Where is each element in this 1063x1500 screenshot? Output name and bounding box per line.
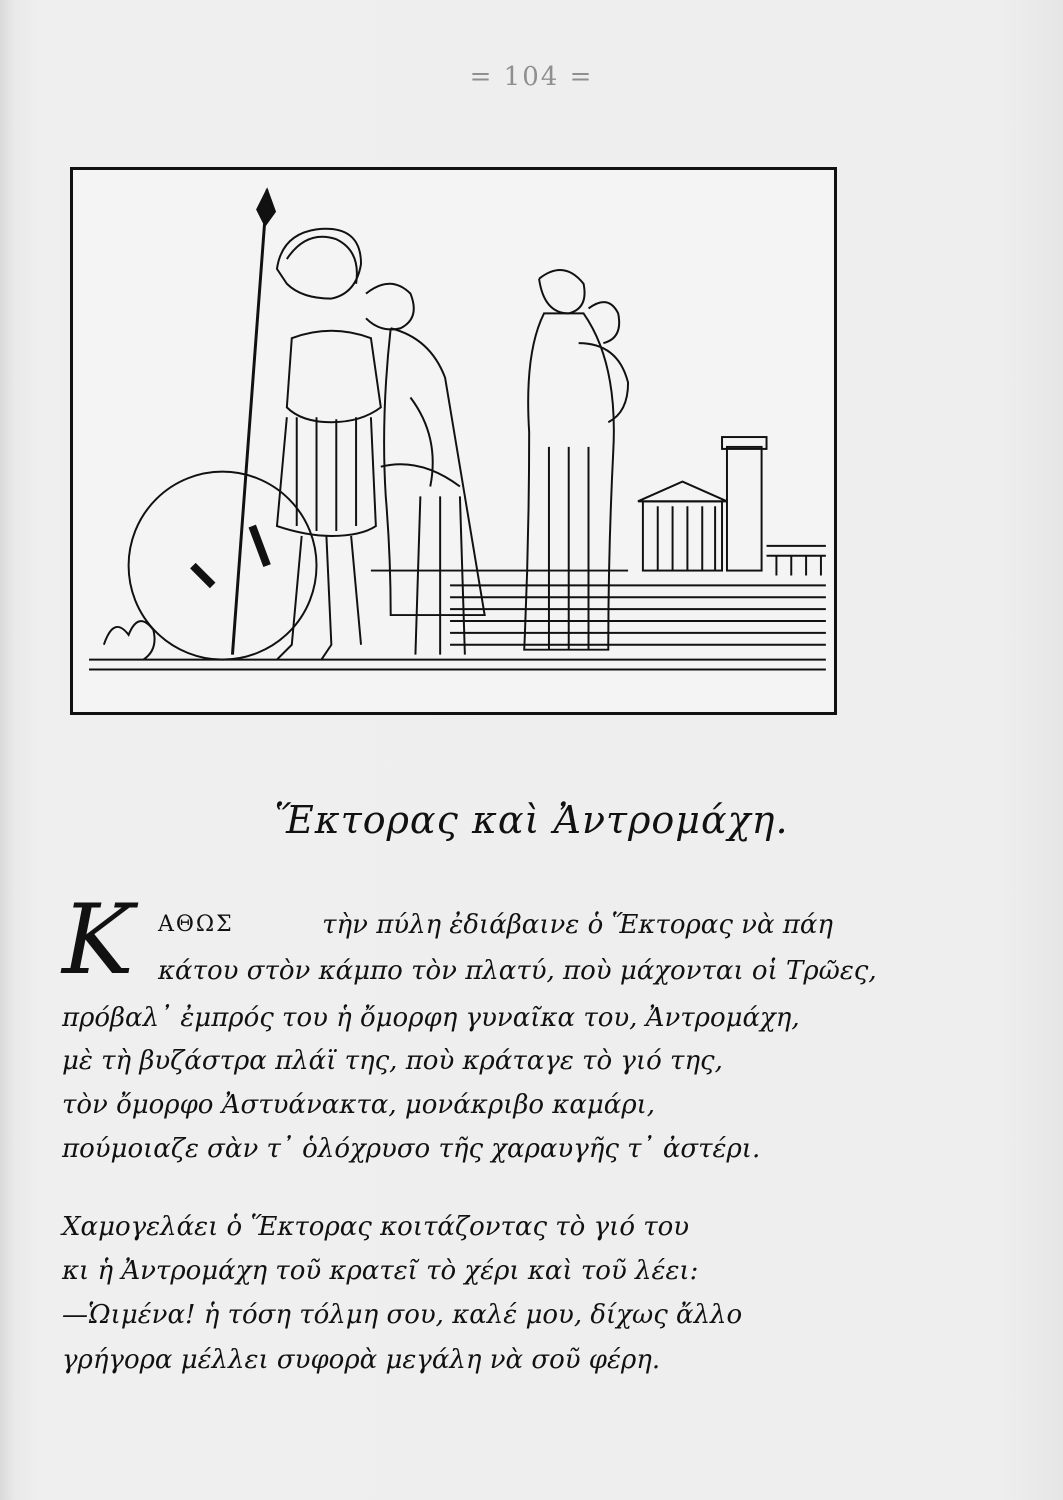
drop-cap: Κ [62, 884, 134, 996]
paragraph-line: Χαμογελάει ὁ Ἕκτορας κοιτάζοντας τὸ γιό του [62, 1212, 690, 1242]
first-word-caps: ΑΘΩΣ [158, 912, 234, 937]
paragraph-line: κι ἡ Ἀντρομάχη τοῦ κρατεῖ τὸ χέρι καὶ τοῦ λέει: [62, 1256, 699, 1286]
illustration-frame [70, 167, 837, 715]
hector-andromache-engraving-icon [73, 170, 834, 712]
first-line-rest: τὴν πύλη ἐδιάβαινε ὁ Ἕκτορας νὰ πάη [322, 910, 833, 940]
paragraph-line: τὸν ὄμορφο Ἀστυάνακτα, μονάκριβο καμάρι, [62, 1090, 656, 1120]
paragraph-line: πούμοιαζε σὰν τ᾽ ὁλόχρυσο τῆς χαραυγῆς τ᾽ ἀστέρι. [62, 1134, 761, 1164]
chapter-title: Ἕκτορας καὶ Ἀντρομάχη. [274, 798, 789, 842]
paragraph-line [158, 908, 833, 942]
paragraph-line: —Ὡιμένα! ἡ τόση τόλμη σου, καλέ μου, δίχως ἄλλο [62, 1300, 743, 1330]
page-number: = 104 = [469, 62, 594, 92]
paragraph-line: πρόβαλ᾽ ἐμπρός του ἡ ὄμορφη γυναῖκα του, Ἀντρομάχη, [62, 1003, 800, 1033]
paragraph-line: μὲ τὴ βυζάστρα πλάϊ της, ποὺ κράταγε τὸ γιό της, [62, 1046, 723, 1076]
paragraph-line: γρήγορα μέλλει συφορὰ μεγάλη νὰ σοῦ φέρη. [62, 1345, 661, 1375]
paragraph-line: κάτου στὸν κάμπο τὸν πλατύ, ποὺ μάχονται οἱ Τρῶες, [158, 956, 877, 986]
